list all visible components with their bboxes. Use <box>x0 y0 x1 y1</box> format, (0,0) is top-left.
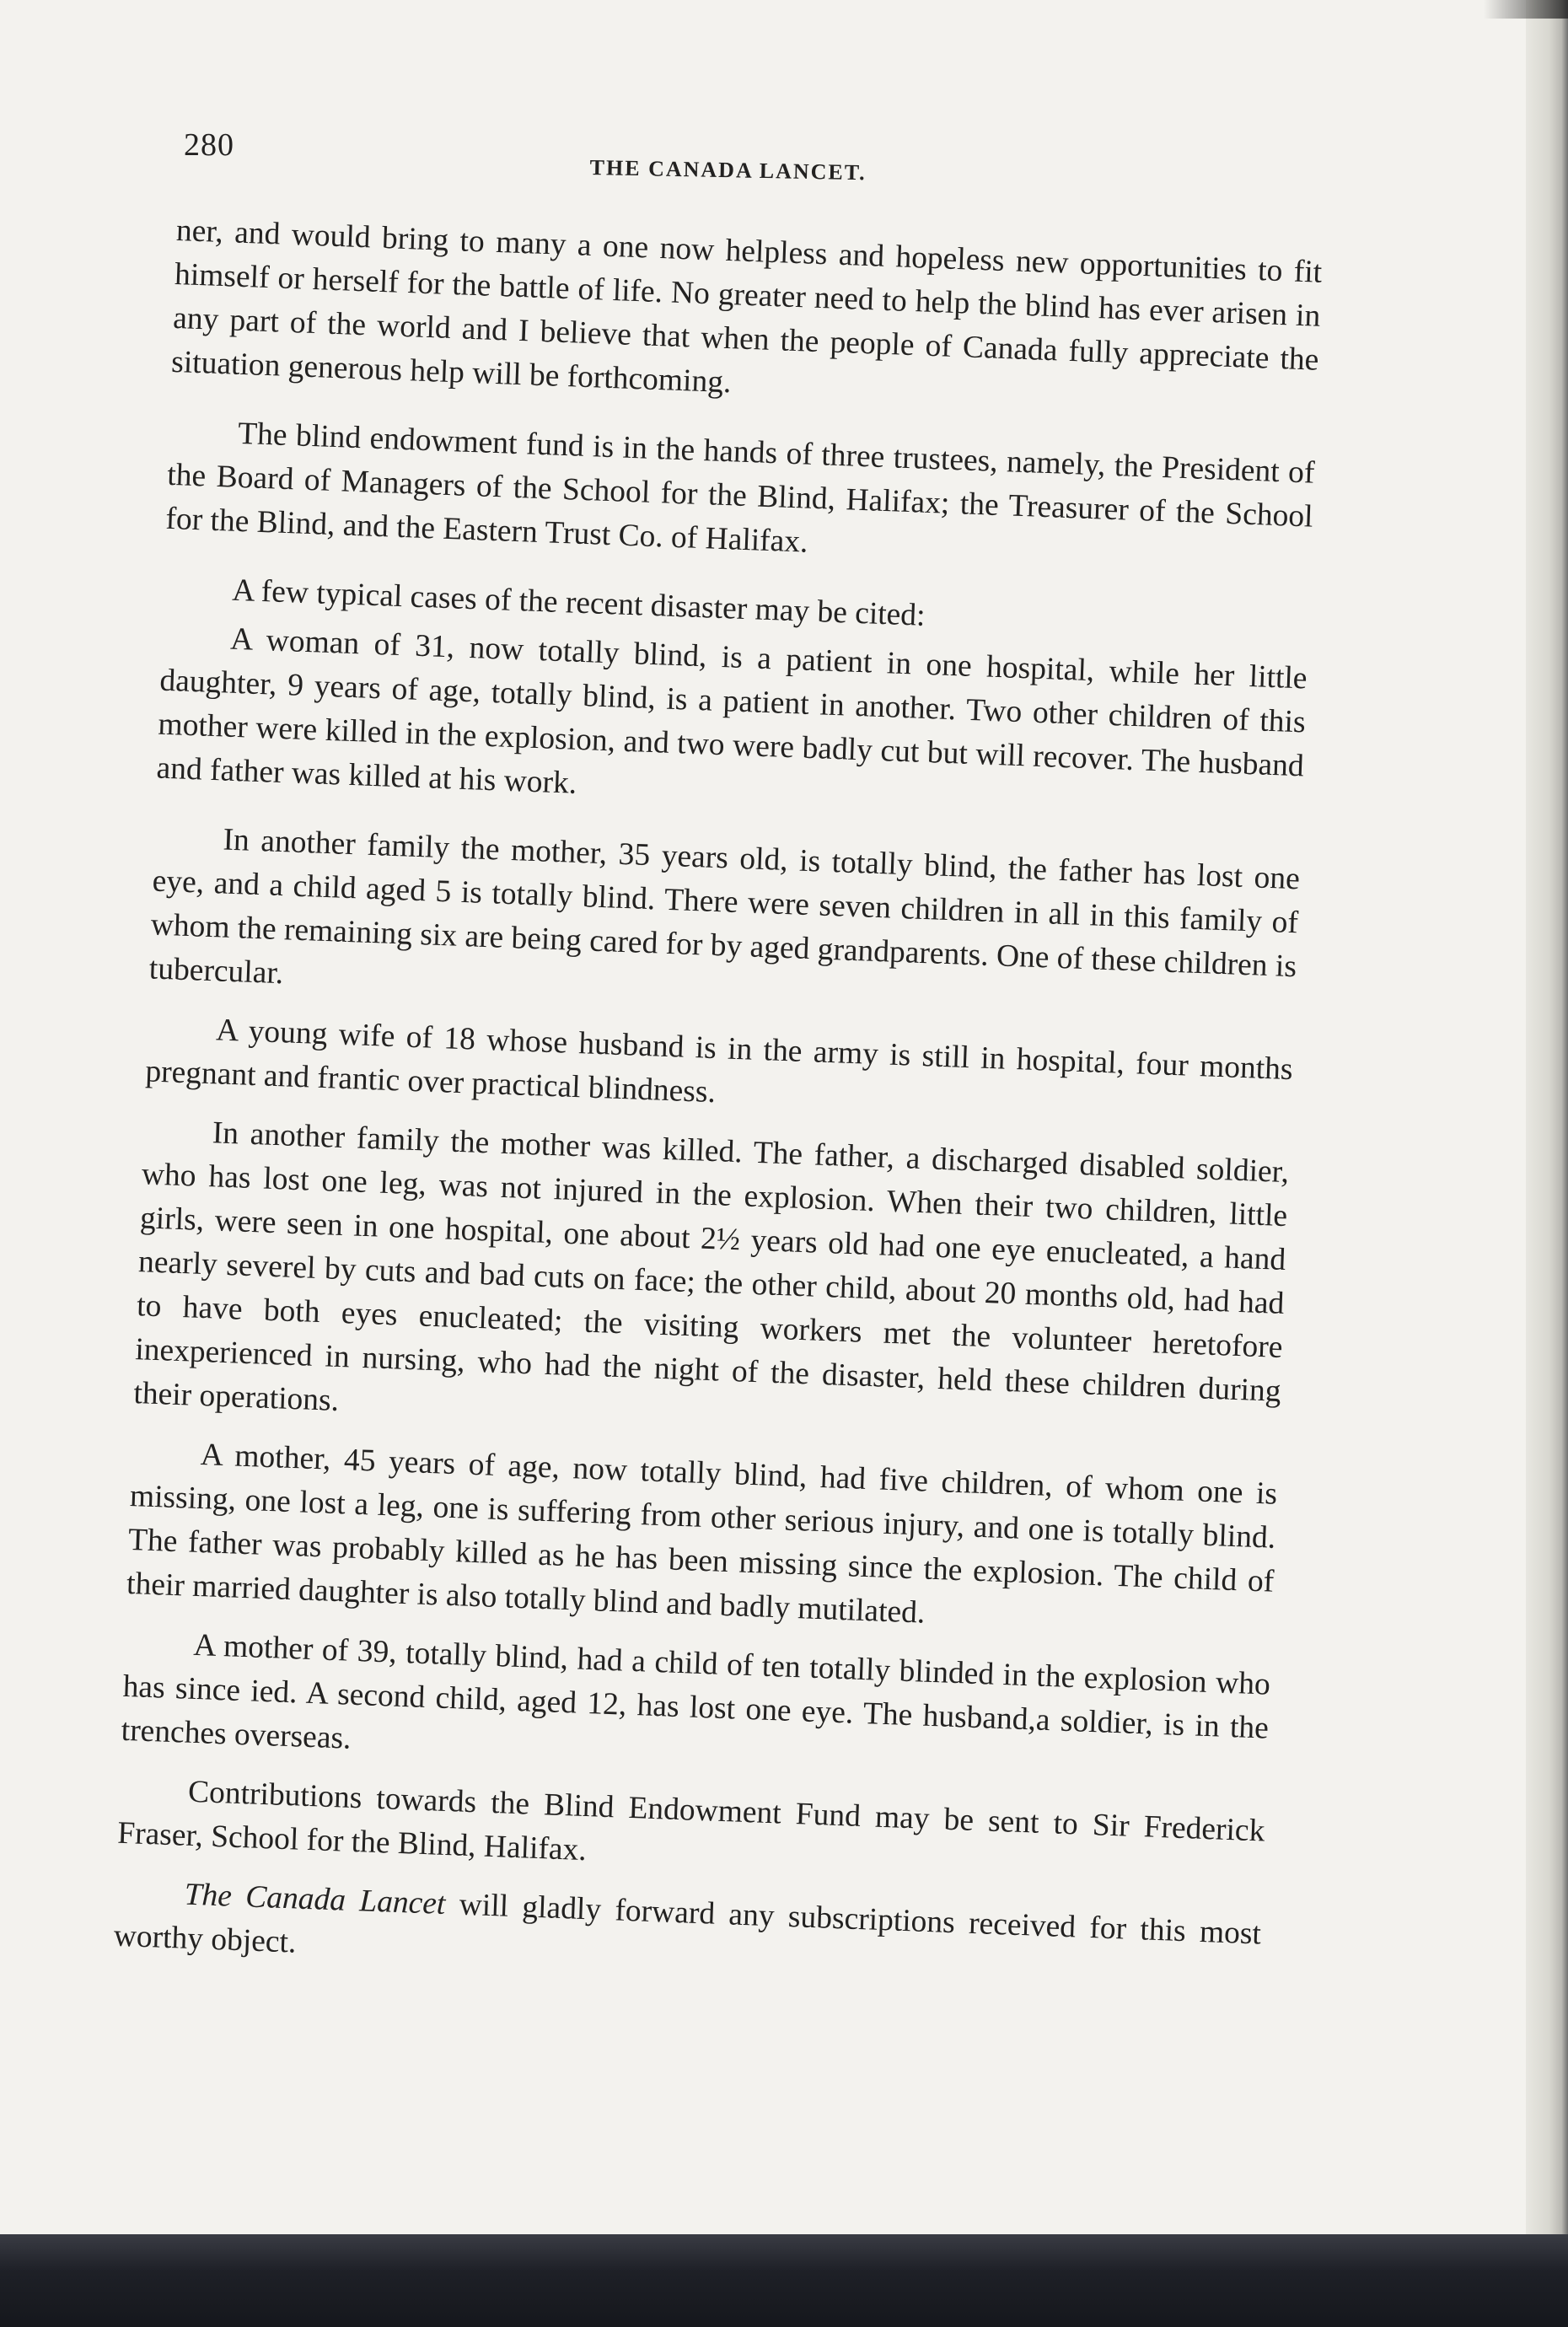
page-number: 280 <box>184 127 234 163</box>
journal-title: The Canada Lancet <box>183 1877 447 1922</box>
paragraph-case-6: A mother of 39, totally blind, had a child of ten totally blinded in the explosion who has since ied. A second child, aged 12, has lost one eye. The husband,a soldier, is in the trenches overseas. <box>121 1627 1271 1756</box>
paragraph-case-5: A mother, 45 years of age, now totally blind, had five children, of whom one is missing, one lost a leg, one is suffering from other serious injury, and one is totally blind. The father was probably killed as he has been missing since the explosion. The child of their married daughter is also totally blind and badly mutilated. <box>126 1438 1278 1631</box>
paragraph-cases-intro: A few typical cases of the recent disaster may be cited: <box>231 572 926 633</box>
background-surface <box>0 2234 1568 2327</box>
paragraph-trustees: The blind endowment fund is in the hands of three trustees, namely, the President of the Board of Managers of the School for the Blind, Halifax; the Treasurer of the School for the Blind, and the Eastern Trust Co. of Halifax. <box>164 416 1316 560</box>
page-corner-shadow <box>1484 0 1568 19</box>
page-edge <box>1526 0 1568 2234</box>
paragraph-case-4: In another family the mother was killed. The father, a discharged disabled soldier, who has lost one leg, was not injured in the explosion. When their two children, little girls, were seen in one hospital, one about 2½ years old had one eye enucleated, a hand nearly severel by cuts and bad cuts on face; the other child, about 20 months old, had had to have both eyes enucleated; the visiting workers met the volunteer heretofore inexperienced in nursing, who had the night of the disaster, held these children during their operations. <box>132 1115 1290 1418</box>
paragraph-case-1: A woman of 31, now totally blind, is a patient in one hospital, while her little daughter, 9 years of age, totally blind, is a patient in another. Two other children of this mother were killed in the explosion, and two were badly cut but will recover. The husband and father was killed at his work. <box>155 621 1308 801</box>
paragraph-case-2: In another family the mother, 35 years old, is totally blind, the father has lost one eye, and a child aged 5 is totally blind. There were seven children in all in this family of whom the remaining six are being cared for by aged grandparents. One of these children is tubercular. <box>148 822 1301 992</box>
closing-text: will gladly forward any subscriptions received for this most worthy object. <box>113 1887 1262 1960</box>
paragraph-continuation: ner, and would bring to many a one now helpless and hopeless new opportunities to fit himself or herself for the battle of life. No greater need to help the blind has ever arisen in any part of the world and I believe that when the people of Canada fully appreciate the situation generous help will be forthcoming. <box>170 212 1323 400</box>
article-body <box>113 209 1323 2000</box>
paragraph-contributions: Contributions towards the Blind Endowment Fund may be sent to Sir Frederick Fraser, School for the Blind, Halifax. <box>116 1774 1266 1868</box>
running-title: THE CANADA LANCET. <box>589 155 867 185</box>
paragraph-case-3: A young wife of 18 whose husband is in the army is still in hospital, four months pregnant and frantic over practical blindness. <box>144 1013 1294 1110</box>
